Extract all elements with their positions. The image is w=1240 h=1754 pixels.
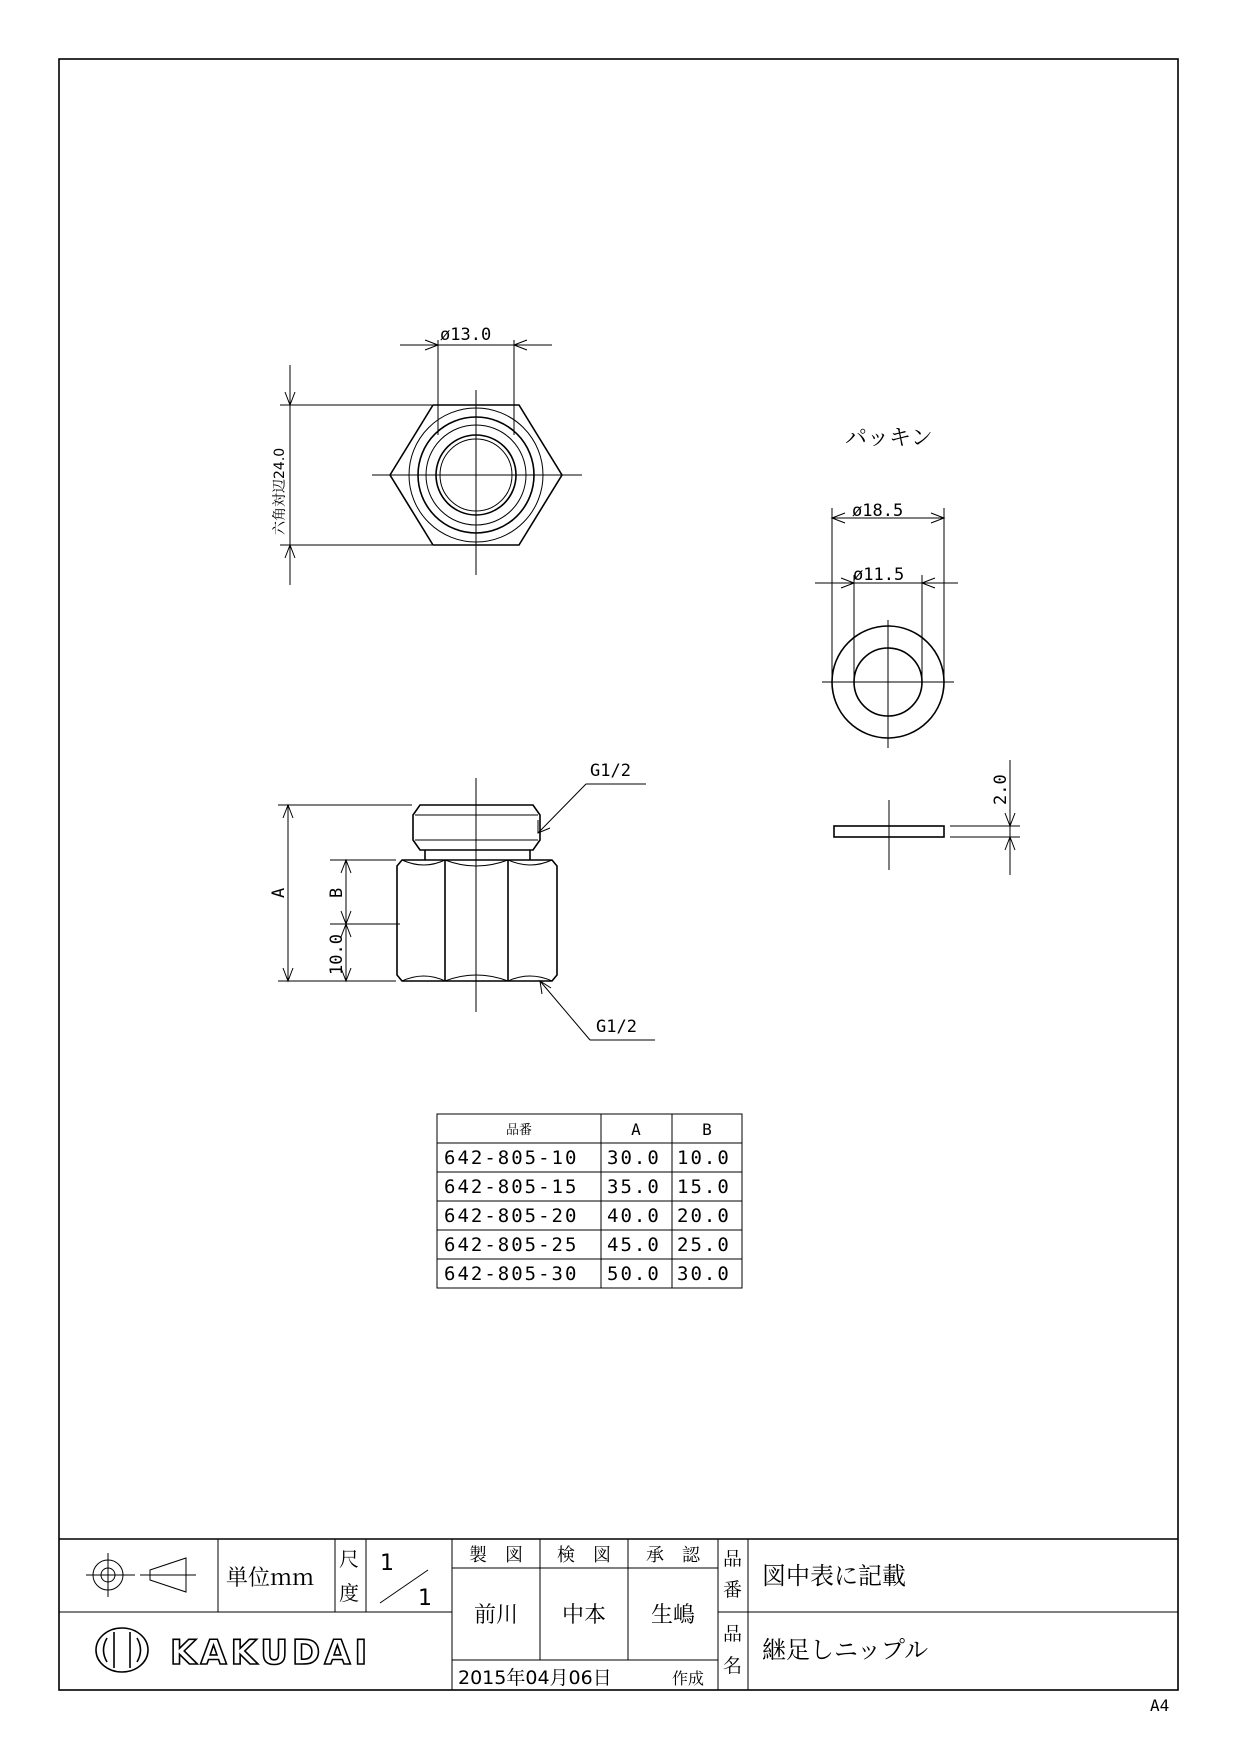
table-cell: 642-805-25 bbox=[444, 1234, 579, 1256]
table-cell: 20.0 bbox=[677, 1205, 731, 1227]
table-cell: 25.0 bbox=[677, 1234, 731, 1256]
nipple-side-view bbox=[269, 761, 655, 1040]
part-name: 継足しニップル bbox=[762, 1636, 929, 1664]
table-cell: 50.0 bbox=[607, 1263, 661, 1285]
scale-numerator: 1 bbox=[380, 1551, 394, 1576]
table-cell: 642-805-10 bbox=[444, 1147, 579, 1169]
unit-label: 単位ｍｍ bbox=[226, 1566, 315, 1591]
dim-a-label: A bbox=[269, 887, 289, 898]
hex-top-view bbox=[272, 325, 582, 585]
title-block bbox=[59, 1539, 1178, 1690]
table-header-a: A bbox=[631, 1120, 641, 1139]
table-cell: 35.0 bbox=[607, 1176, 661, 1198]
part-number: 図中表に記載 bbox=[762, 1562, 906, 1590]
table-cell: 642-805-20 bbox=[444, 1205, 579, 1227]
kakudai-logo-icon bbox=[96, 1628, 148, 1672]
parts-table bbox=[437, 1114, 742, 1288]
table-cell: 45.0 bbox=[607, 1234, 661, 1256]
table-header-part-no: 品番 bbox=[505, 1123, 533, 1138]
table-cell: 30.0 bbox=[677, 1263, 731, 1285]
table-header-b: B bbox=[702, 1120, 712, 1139]
scale-denominator: 1 bbox=[418, 1586, 432, 1611]
hex-across-flats-dim: 六角対辺24.0 bbox=[272, 447, 288, 535]
checked-by: 中本 bbox=[561, 1603, 607, 1628]
drawing-date: 2015年04月06日 bbox=[458, 1667, 612, 1689]
checked-label: 検 図 bbox=[557, 1545, 611, 1566]
created-label: 作成 bbox=[672, 1669, 705, 1688]
table-cell: 30.0 bbox=[607, 1147, 661, 1169]
table-cell: 10.0 bbox=[677, 1147, 731, 1169]
dim-10-label: 10.0 bbox=[327, 934, 347, 975]
packing-inner-dim: ø11.5 bbox=[853, 565, 905, 585]
table-cell: 15.0 bbox=[677, 1176, 731, 1198]
table-cell: 40.0 bbox=[607, 1205, 661, 1227]
company-name: KAKUDAI bbox=[170, 1633, 372, 1673]
part-name-label-bottom: 名 bbox=[723, 1655, 743, 1677]
packing-label: パッキン bbox=[845, 426, 933, 451]
hex-bore-dim: ø13.0 bbox=[440, 325, 492, 345]
table-cell: 642-805-30 bbox=[444, 1263, 579, 1285]
packing-view bbox=[815, 426, 1020, 875]
approved-by: 生嶋 bbox=[650, 1603, 696, 1628]
approved-label: 承 認 bbox=[646, 1545, 700, 1566]
drawn-by: 前川 bbox=[473, 1603, 519, 1628]
part-name-label-top: 品 bbox=[723, 1623, 743, 1645]
scale-label-bottom: 度 bbox=[339, 1581, 359, 1605]
drawn-label: 製 図 bbox=[469, 1545, 523, 1566]
table-cell: 642-805-15 bbox=[444, 1176, 579, 1198]
third-angle-projection-icon bbox=[86, 1553, 196, 1597]
scale-label-top: 尺 bbox=[339, 1547, 359, 1571]
part-no-label-top: 品 bbox=[723, 1548, 743, 1570]
thread-top-label: G1/2 bbox=[590, 761, 631, 781]
packing-thickness-dim: 2.0 bbox=[991, 774, 1011, 805]
packing-outer-dim: ø18.5 bbox=[852, 501, 904, 521]
thread-bottom-label: G1/2 bbox=[596, 1017, 637, 1037]
sheet-size-label: A4 bbox=[1150, 1696, 1170, 1715]
dim-b-label: B bbox=[327, 887, 347, 898]
part-no-label-bottom: 番 bbox=[723, 1579, 743, 1601]
